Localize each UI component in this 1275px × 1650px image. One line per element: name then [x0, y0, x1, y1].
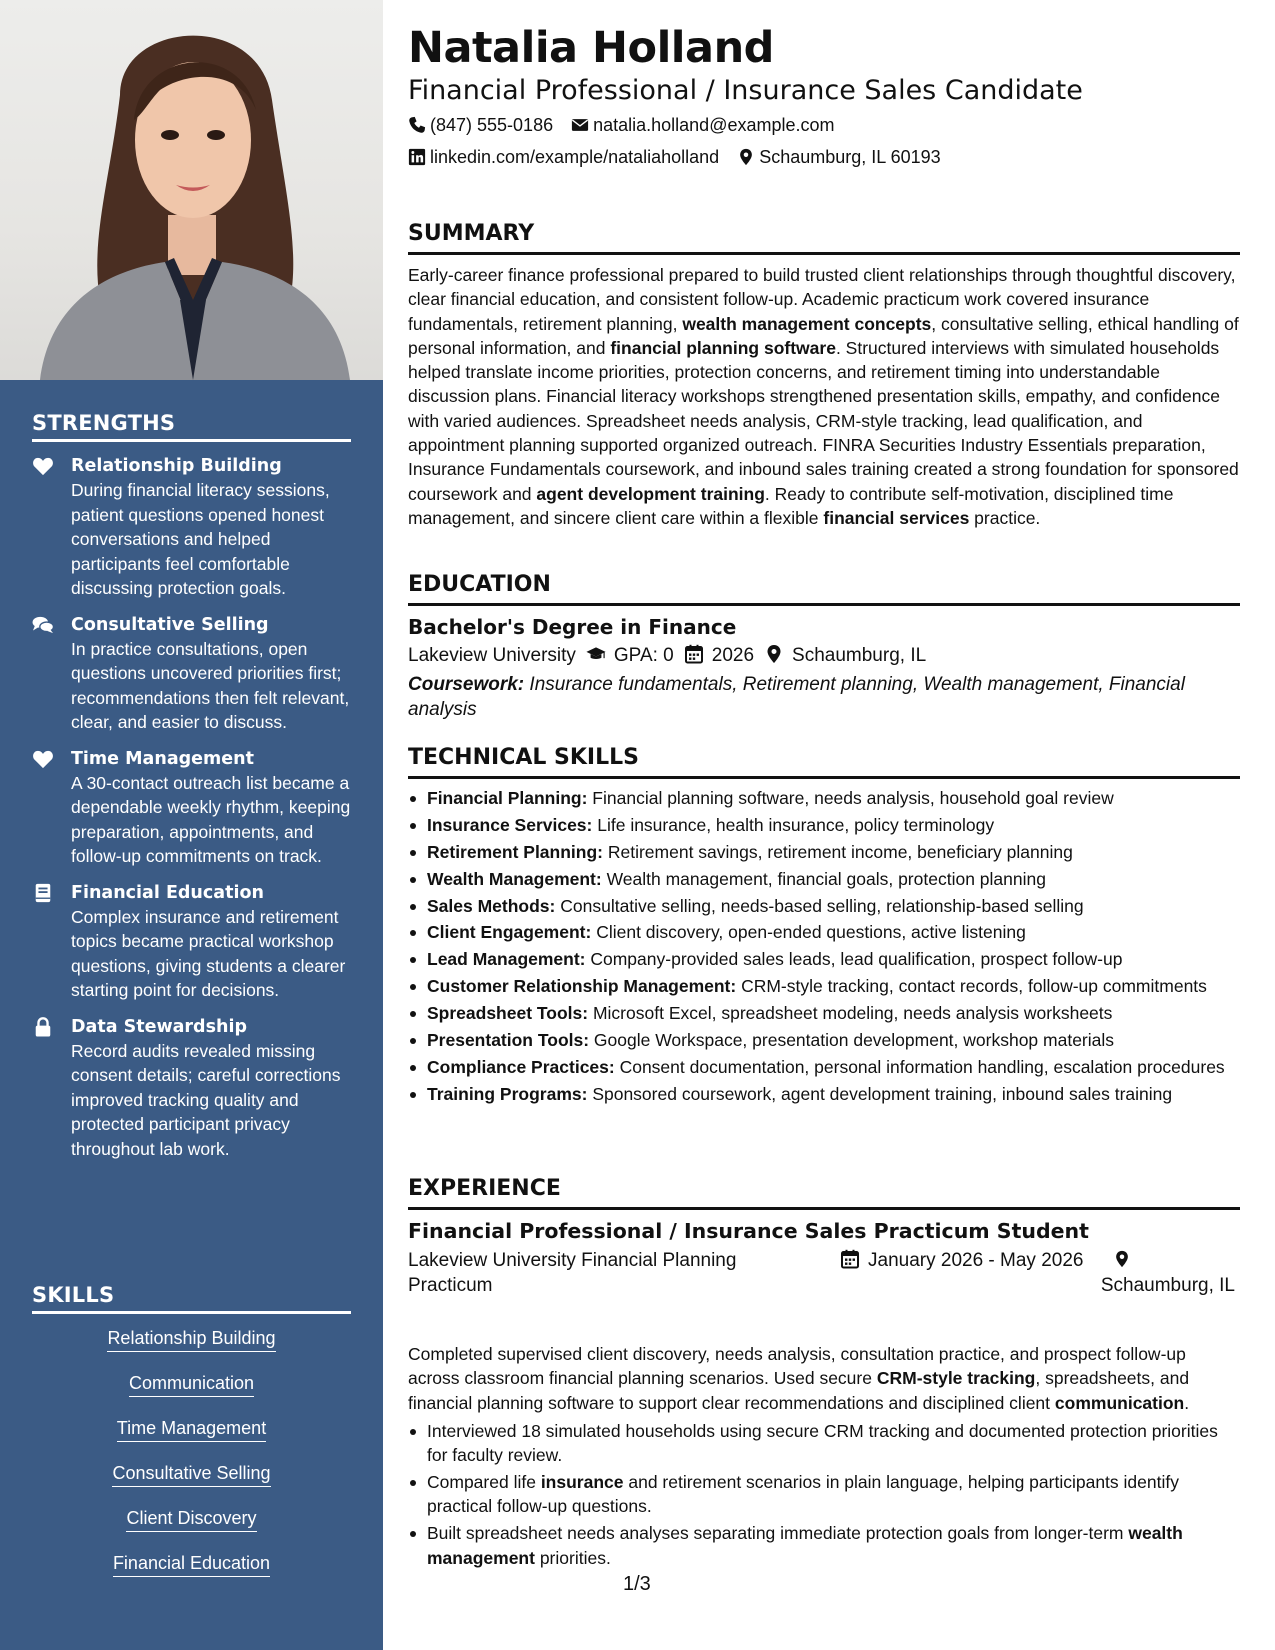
strength-desc: Record audits revealed missing consent details; careful corrections improved tracking quality and protected participant privacy throughout lab work.	[71, 1040, 341, 1159]
skill-details: Consultative selling, needs-based selling, relationship-based selling	[555, 895, 1084, 916]
text-run: Built spreadsheet needs analyses separating immediate protection goals from longer-term	[427, 1523, 1129, 1544]
strength-title: Relationship Building	[71, 456, 282, 476]
linkedin-link[interactable]: linkedin.com/example/nataliaholland	[430, 147, 720, 167]
text-run: . Ready to contribute self-motivation, disciplined time management, and sincere client care within a flexible	[408, 483, 1174, 528]
coursework-label: Coursework:	[408, 674, 525, 695]
skill-details: Microsoft Excel, spreadsheet modeling, needs analysis worksheets	[588, 1003, 1113, 1024]
job-dates	[840, 1248, 1083, 1273]
job-bullets	[408, 1419, 1240, 1570]
profile-photo	[0, 0, 383, 380]
skill-details: Google Workspace, presentation development, workshop materials	[589, 1030, 1115, 1051]
skill-details: Client discovery, open-ended questions, active listening	[591, 922, 1026, 943]
candidate-name: Natalia Holland	[408, 23, 774, 73]
contact-row-1	[408, 114, 835, 136]
linkedin-icon	[408, 148, 426, 166]
candidate-title: Financial Professional / Insurance Sales Candidate	[408, 75, 1083, 106]
location-text: Schaumburg, IL 60193	[759, 147, 941, 167]
technical-skill-item	[408, 1055, 1240, 1079]
text-run: Completed supervised client discovery, needs analysis, consultation practice, and prospect follow-up across classroom financial planning scenarios. Used secure	[408, 1344, 1186, 1389]
skill-category: Compliance Practices:	[427, 1056, 615, 1077]
education-heading: EDUCATION	[408, 571, 1240, 606]
strengths-heading: STRENGTHS	[32, 411, 351, 442]
skill-category: Client Engagement:	[427, 922, 592, 943]
job-location: Schaumburg, IL	[1100, 1275, 1235, 1296]
job-bullet	[408, 1521, 1240, 1570]
skill-tag: Client Discovery	[126, 1506, 256, 1532]
strength-desc: Complex insurance and retirement topics became practical workshop questions, giving students a clearer starting point for decisions.	[71, 906, 346, 1000]
technical-skill-item	[408, 1028, 1240, 1052]
technical-skill-item	[408, 1001, 1240, 1025]
page-number: 1/3	[623, 1573, 651, 1595]
job-meta	[408, 1244, 1240, 1342]
experience-section	[408, 1175, 1240, 1572]
skill-details: Company-provided sales leads, lead qualification, prospect follow-up	[585, 949, 1123, 970]
strength-title: Data Stewardship	[71, 1016, 247, 1037]
text-run: Early-career finance professional prepared to build trusted client relationships through thoughtful discovery, clear financial education, and consistent follow-up. Academic practicum work covered insurance fundamentals, retirement planning,	[408, 265, 1236, 334]
heart-icon	[32, 456, 54, 476]
skill-category: Presentation Tools:	[427, 1030, 590, 1051]
technical-skill-item	[408, 920, 1240, 944]
job-title: Financial Professional / Insurance Sales Practicum Student	[408, 1219, 1089, 1243]
emphasis-text: wealth management concepts	[682, 313, 932, 334]
skill-tag: Financial Education	[113, 1551, 270, 1577]
technical-skill-item	[408, 786, 1240, 810]
lock-icon	[32, 1017, 54, 1037]
text-run: Compared life	[427, 1472, 541, 1493]
job-summary	[408, 1342, 1240, 1415]
skill-details: Financial planning software, needs analysis, household goal review	[587, 788, 1114, 808]
skill-category: Training Programs:	[427, 1083, 588, 1104]
technical-skill-item	[408, 1082, 1240, 1106]
skill-category: Spreadsheet Tools:	[427, 1003, 589, 1024]
text-run: , spreadsheets, and financial planning software to support clear recommendations and disciplined client	[408, 1368, 1190, 1413]
sidebar	[0, 0, 383, 1650]
skill-category: Financial Planning:	[427, 788, 588, 808]
skill-tag: Communication	[129, 1371, 254, 1397]
emphasis-text: insurance	[540, 1472, 624, 1493]
skills-heading: SKILLS	[32, 1283, 351, 1314]
graduation-cap-icon	[586, 644, 606, 664]
strength-desc: A 30-contact outreach list became a dependable weekly rhythm, keeping preparation, appointments, and follow-up commitments on track.	[71, 772, 351, 866]
technical-skill-item	[408, 894, 1240, 918]
skill-details: Wealth management, financial goals, protection planning	[601, 868, 1046, 889]
summary-heading: SUMMARY	[408, 220, 1240, 255]
phone-text[interactable]: (847) 555-0186	[430, 115, 554, 135]
emphasis-text: communication	[1054, 1392, 1185, 1413]
map-pin-icon	[737, 148, 755, 166]
emphasis-text: financial planning software	[610, 337, 836, 358]
job-bullet	[408, 1419, 1240, 1468]
job-dates-text: January 2026 - May 2026	[868, 1250, 1084, 1271]
skill-category: Lead Management:	[427, 949, 586, 970]
text-run: . Structured interviews with simulated households helped translate income priorities, protection concerns, and retirement timing into understandable discussion plans. Financial literacy workshops strengthened presentation skills, empathy, and confidence with varied audiences. Spreadsheet needs analysis, CRM-style tracking, lead qualification, and appointment planning supported organized outreach. FINRA Securities Industry Essentials preparation, Insurance Fundamentals coursework, and inbound sales training created a strong foundation for sponsored coursework and	[408, 337, 1239, 504]
skill-details: CRM-style tracking, contact records, follow-up commitments	[736, 976, 1207, 997]
degree-title: Bachelor's Degree in Finance	[408, 615, 737, 639]
technical-skill-item	[408, 813, 1240, 837]
email-link[interactable]: natalia.holland@example.com	[593, 115, 835, 135]
portrait-illustration	[0, 0, 383, 380]
school-name: Lakeview University	[408, 645, 576, 666]
strength-title: Financial Education	[71, 882, 264, 903]
summary-text	[408, 263, 1240, 530]
heart-icon	[32, 749, 54, 769]
strength-item	[32, 454, 351, 601]
technical-skills-heading: TECHNICAL SKILLS	[408, 744, 1240, 779]
strength-title: Consultative Selling	[71, 614, 269, 635]
text-run: .	[1184, 1392, 1190, 1413]
skill-category: Wealth Management:	[427, 868, 602, 889]
strengths-section	[32, 411, 351, 1161]
strength-item	[32, 1015, 351, 1162]
skill-category: Retirement Planning:	[427, 841, 603, 862]
strength-desc: During financial literacy sessions, patient questions opened honest conversations and helped participants feel comfortable discussing protection goals.	[71, 480, 330, 598]
technical-skill-item	[408, 974, 1240, 998]
strength-item	[32, 747, 351, 869]
map-pin-icon	[764, 644, 784, 664]
skill-category: Insurance Services:	[427, 814, 593, 835]
strength-desc: In practice consultations, open questions uncovered priorities first; recommendations then felt relevant, clear, and easier to discuss.	[71, 638, 350, 732]
skill-details: Sponsored coursework, agent development training, inbound sales training	[587, 1083, 1173, 1104]
calendar-icon	[840, 1249, 860, 1269]
emphasis-text: agent development training	[536, 483, 765, 504]
emphasis-text: wealth management	[427, 1523, 1183, 1568]
technical-skill-item	[408, 947, 1240, 971]
skill-details: Retirement savings, retirement income, beneficiary planning	[603, 841, 1073, 862]
strength-title: Time Management	[71, 748, 254, 769]
skill-details: Consent documentation, personal information handling, escalation procedures	[614, 1056, 1225, 1077]
technical-skill-item	[408, 867, 1240, 891]
skill-details: Life insurance, health insurance, policy terminology	[592, 814, 995, 835]
job-bullet	[408, 1470, 1240, 1519]
coursework	[408, 672, 1240, 722]
comments-icon	[32, 615, 54, 635]
school-location: Schaumburg, IL	[792, 645, 927, 666]
text-run: priorities.	[534, 1547, 611, 1568]
map-pin-icon	[1113, 1249, 1131, 1269]
book-icon	[32, 883, 54, 903]
technical-skills-list	[408, 786, 1240, 1106]
skill-category: Customer Relationship Management:	[427, 976, 737, 997]
strength-item	[32, 613, 351, 735]
skill-list	[32, 1326, 351, 1596]
summary-section	[408, 220, 1240, 530]
text-run: practice.	[969, 507, 1041, 528]
text-run: and retirement scenarios in plain language, helping participants identify practical follow-up questions.	[427, 1472, 1179, 1517]
emphasis-text: financial services	[823, 507, 970, 528]
emphasis-text: CRM-style tracking	[876, 1368, 1036, 1389]
text-run: , consultative selling, ethical handling of personal information, and	[408, 313, 1239, 358]
technical-skill-item	[408, 840, 1240, 864]
job-organization: Lakeview University Financial Planning Practicum	[408, 1250, 737, 1296]
experience-heading: EXPERIENCE	[408, 1175, 1240, 1210]
calendar-icon	[684, 644, 704, 664]
skill-tag: Relationship Building	[107, 1326, 275, 1352]
technical-skills-section	[408, 744, 1240, 1109]
text-run: Interviewed 18 simulated households using secure CRM tracking and documented protection priorities for faculty review.	[427, 1420, 1218, 1466]
skills-section	[32, 1283, 351, 1596]
strength-item	[32, 881, 351, 1003]
contact-row-2	[408, 146, 941, 168]
envelope-icon	[571, 116, 589, 134]
phone-icon	[408, 116, 426, 134]
skill-tag: Time Management	[117, 1416, 266, 1442]
coursework-list: Insurance fundamentals, Retirement planning, Wealth management, Financial analysis	[408, 674, 1185, 720]
graduation-year: 2026	[711, 645, 755, 666]
education-section	[408, 571, 1240, 722]
gpa-text: GPA: 0	[613, 645, 674, 666]
skill-tag: Consultative Selling	[112, 1461, 270, 1487]
education-meta	[408, 642, 1240, 670]
skill-category: Sales Methods:	[427, 895, 556, 916]
